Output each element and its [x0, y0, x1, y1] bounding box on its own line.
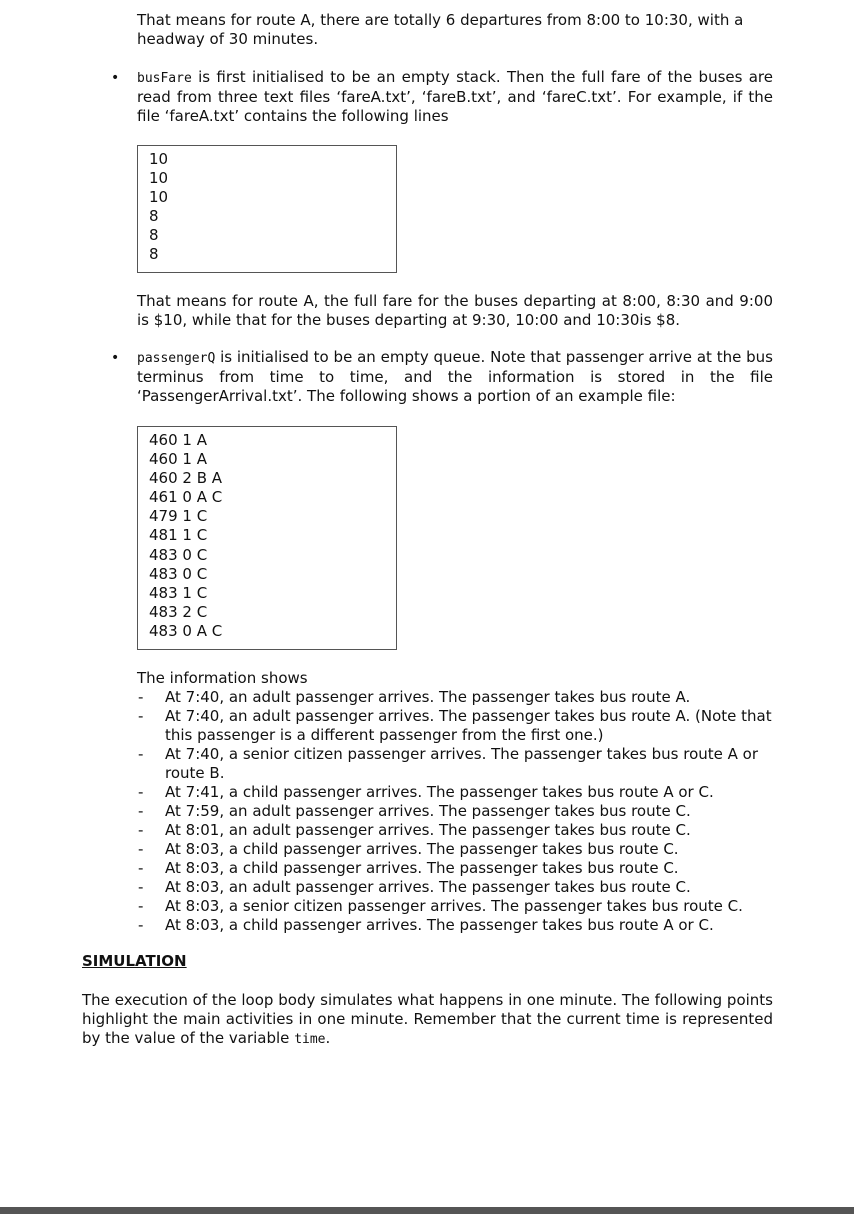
list-item	[137, 783, 777, 802]
list-item	[137, 821, 777, 840]
file-line: 8	[149, 207, 159, 226]
list-item-text: At 8:03, a child passenger arrives. The passenger takes bus route C.	[165, 859, 679, 877]
info-list	[137, 688, 777, 935]
passenger-file-box	[137, 426, 397, 650]
list-item	[137, 745, 777, 783]
bullet-marker: •	[111, 350, 120, 366]
passenger-queue-text: is initialised to be an empty queue. Note that passenger arrive at the bus terminus from time to time, and the information is stored in the file ‘PassengerArrival.txt’. The following shows a portion of an example file:	[137, 348, 773, 406]
file-line: 8	[149, 245, 159, 264]
file-line: 479 1 C	[149, 507, 208, 526]
list-item-text: At 7:40, an adult passenger arrives. The passenger takes bus route A. (Note that this passenger is a different passenger from the first one.)	[165, 707, 772, 744]
list-item-text: At 8:03, an adult passenger arrives. The passenger takes bus route C.	[165, 878, 691, 896]
file-line: 483 0 A C	[149, 621, 223, 640]
list-item	[137, 688, 777, 707]
file-line: 483 2 C	[149, 602, 208, 621]
info-intro: The information shows	[137, 669, 308, 687]
file-line: 483 1 C	[149, 583, 208, 602]
dash-marker: -	[138, 745, 144, 763]
simulation-end: .	[325, 1029, 331, 1048]
file-line: 10	[149, 188, 169, 207]
file-line: 481 1 C	[149, 526, 208, 545]
passenger-queue-var: passengerQ	[137, 351, 216, 366]
dash-marker: -	[138, 859, 144, 877]
intro-paragraph: That means for route A, there are totally 6 departures from 8:00 to 10:30, with a headway of 30 minutes.	[137, 11, 744, 49]
section-heading: SIMULATION	[82, 952, 187, 970]
file-line: 483 0 C	[149, 545, 208, 564]
list-item	[137, 840, 777, 859]
bottom-bar	[0, 1207, 854, 1214]
dash-marker: -	[138, 878, 144, 896]
list-item-text: At 7:59, an adult passenger arrives. The passenger takes bus route C.	[165, 802, 691, 820]
dash-marker: -	[138, 802, 144, 820]
list-item-text: At 7:41, a child passenger arrives. The passenger takes bus route A or C.	[165, 783, 714, 801]
dash-marker: -	[138, 897, 144, 915]
list-item	[137, 916, 777, 935]
dash-marker: -	[138, 688, 144, 706]
file-line: 483 0 C	[149, 564, 208, 583]
simulation-text: The execution of the loop body simulates what happens in one minute. The following points highlight the main activities in one minute. Remember that the current time is represented by the value of the variable	[82, 991, 773, 1048]
bus-fare-var: busFare	[137, 71, 192, 86]
file-line: 10	[149, 150, 169, 168]
list-item-text: At 8:01, an adult passenger arrives. The passenger takes bus route C.	[165, 821, 691, 839]
list-item-text: At 7:40, an adult passenger arrives. The passenger takes bus route A.	[165, 688, 691, 706]
dash-marker: -	[138, 783, 144, 801]
bullet-marker: •	[111, 70, 120, 86]
file-line: 460 1 A	[149, 450, 207, 469]
file-line: 10	[149, 169, 169, 188]
dash-marker: -	[138, 916, 144, 934]
file-line: 461 0 A C	[149, 488, 223, 507]
list-item	[137, 878, 777, 897]
passenger-queue-paragraph	[137, 348, 773, 407]
fare-explanation: That means for route A, the full fare for the buses departing at 8:00, 8:30 and 9:00 is $10, while that for the buses departing at 9:30, 10:00 and 10:30is $8.	[137, 292, 773, 330]
fare-file-box	[137, 145, 397, 273]
file-line: 8	[149, 226, 159, 245]
list-item-text: At 8:03, a child passenger arrives. The passenger takes bus route A or C.	[165, 916, 714, 934]
bus-fare-text: is first initialised to be an empty stack. Then the full fare of the buses are read from three text files ‘fareA.txt’, ‘fareB.txt’, and ‘fareC.txt’. For example, if the file ‘fareA.txt’ contains the following lines	[137, 68, 773, 126]
list-item	[137, 859, 777, 878]
simulation-paragraph	[82, 991, 773, 1050]
list-item	[137, 707, 777, 745]
dash-marker: -	[138, 707, 144, 725]
dash-marker: -	[138, 840, 144, 858]
list-item-text: At 7:40, a senior citizen passenger arrives. The passenger takes bus route A or route B.	[165, 745, 758, 782]
list-item-text: At 8:03, a senior citizen passenger arrives. The passenger takes bus route C.	[165, 897, 743, 915]
file-line: 460 2 B A	[149, 469, 223, 488]
dash-marker: -	[138, 821, 144, 839]
bus-fare-paragraph	[137, 68, 773, 127]
file-line: 460 1 A	[149, 431, 207, 449]
list-item	[137, 897, 777, 916]
time-var: time	[294, 1032, 326, 1048]
list-item-text: At 8:03, a child passenger arrives. The passenger takes bus route C.	[165, 840, 679, 858]
list-item	[137, 802, 777, 821]
